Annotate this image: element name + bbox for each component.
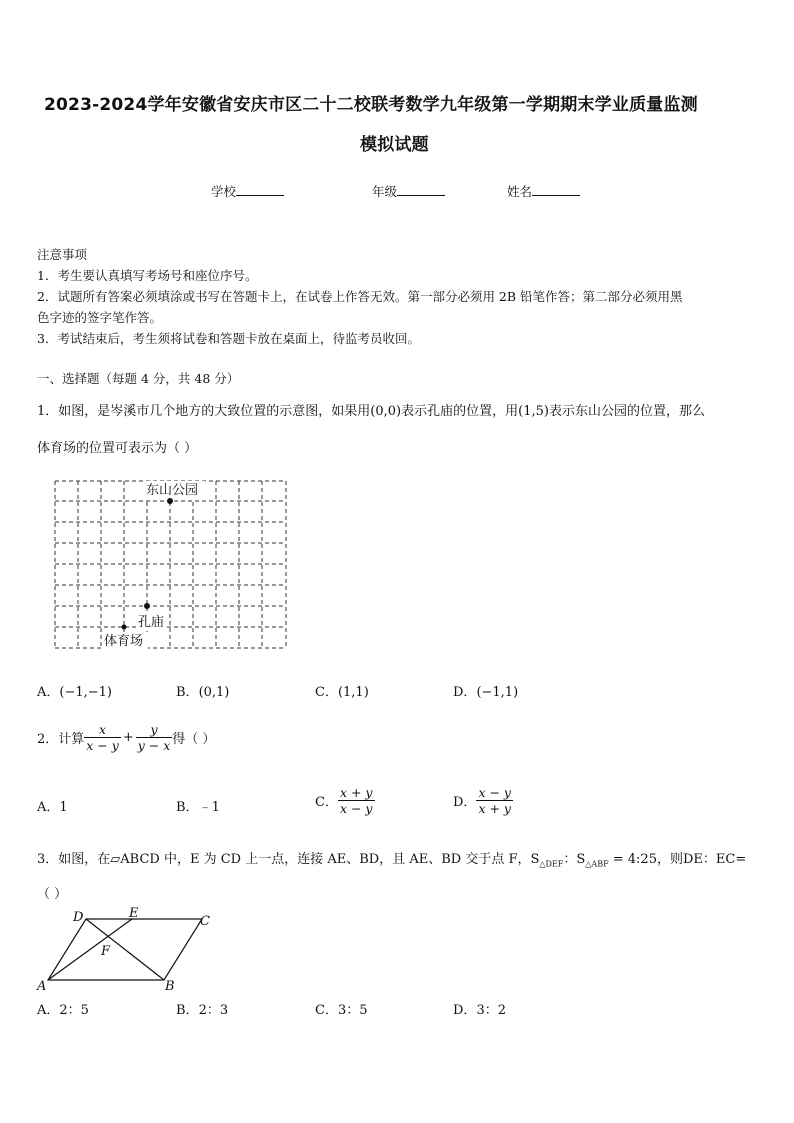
q1-text-b: 表示孔庙的位置，用 xyxy=(401,404,519,419)
option-value: 2：3 xyxy=(198,1003,229,1018)
q2-option-a[interactable] xyxy=(37,796,68,815)
park-point xyxy=(167,498,173,504)
option-fraction xyxy=(476,785,513,816)
fraction-denominator: y − x xyxy=(137,738,171,753)
q1-option-b[interactable] xyxy=(176,681,229,700)
option-fraction xyxy=(338,785,375,816)
option-letter: D． xyxy=(453,795,477,810)
option-value: (0,1) xyxy=(198,685,230,700)
question-1-line2: 体育场的位置可表示为（ ） xyxy=(37,441,198,456)
option-value: 1 xyxy=(59,800,68,815)
q3-ratio: = 4:25，则DE：EC= xyxy=(608,852,747,867)
fraction-numerator: x − y xyxy=(478,785,511,800)
q2-option-d[interactable] xyxy=(453,785,513,816)
fraction-denominator: x + y xyxy=(478,801,511,816)
q3-option-c[interactable] xyxy=(315,999,368,1018)
name-blank xyxy=(532,183,580,196)
name-field xyxy=(507,182,580,200)
option-letter: C． xyxy=(315,685,338,700)
option-value: (−1,1) xyxy=(476,685,519,700)
q1-text-c: 表示东山公园的位置，那么 xyxy=(548,404,705,419)
label-b: B xyxy=(165,979,175,994)
grade-label: 年级 xyxy=(372,184,398,199)
notice-item-1: 1．考生要认真填写考场号和座位序号。 xyxy=(37,268,258,283)
option-letter: D． xyxy=(453,685,477,700)
option-letter: C． xyxy=(315,1003,338,1018)
question-3-line2: （ ） xyxy=(37,887,68,902)
q1-option-c[interactable] xyxy=(315,681,369,700)
segment-bd xyxy=(86,919,164,980)
notice-item-2-cont: 色字迹的签字笔作答。 xyxy=(37,310,163,325)
option-value: 2：5 xyxy=(59,1003,89,1018)
option-value: (−1,−1) xyxy=(59,685,112,700)
school-label: 学校 xyxy=(211,184,237,199)
option-value: 3：2 xyxy=(476,1003,506,1018)
q2-fraction-2 xyxy=(136,722,173,753)
q3-sub-def: △DEF xyxy=(539,859,564,869)
notice-heading: 注意事项 xyxy=(37,247,88,262)
question-1-line1 xyxy=(37,400,705,419)
stadium-point xyxy=(122,625,127,630)
q2-prefix: 2．计算 xyxy=(37,732,85,747)
question-3-line1 xyxy=(37,848,746,869)
label-d: D xyxy=(73,910,84,925)
q3-sub-abf: △ABF xyxy=(585,859,609,869)
label-a: A xyxy=(37,979,47,994)
option-value: (1,1) xyxy=(337,685,369,700)
option-letter: D． xyxy=(453,1003,477,1018)
q1-coord-temple: (0,0) xyxy=(370,404,402,419)
school-field xyxy=(211,182,284,200)
q2-fraction-1 xyxy=(84,722,121,753)
q1-option-d[interactable] xyxy=(453,681,518,700)
grid-lines xyxy=(55,481,286,648)
q1-option-a[interactable] xyxy=(37,681,112,700)
page-title-line1: 2023-2024学年安徽省安庆市区二十二校联考数学九年级第一学期期末学业质量监测 xyxy=(44,95,698,115)
q3-option-b[interactable] xyxy=(176,999,228,1018)
temple-label: 孔庙 xyxy=(138,615,165,630)
q2-option-b[interactable] xyxy=(176,796,220,815)
fraction-numerator: x + y xyxy=(339,785,373,800)
grade-field xyxy=(372,182,445,200)
temple-point xyxy=(144,603,150,609)
notice-item-3: 3．考试结束后，考生须将试卷和答题卡放在桌面上，待监考员收回。 xyxy=(37,331,420,346)
option-letter: A． xyxy=(37,685,60,700)
q3-mid: ：S xyxy=(563,852,586,867)
segment-ae xyxy=(48,919,132,980)
q2-option-c[interactable] xyxy=(315,785,375,816)
q3-shape: ▱ABCD 中，E 为 CD 上一点，连接 AE、BD，且 AE、BD 交于点 F，S xyxy=(110,852,540,867)
q1-coord-park: (1,5) xyxy=(518,404,549,419)
q1-text-a: 1．如图，是岑溪市几个地方的大致位置的示意图，如果用 xyxy=(37,404,371,419)
label-f: F xyxy=(101,944,111,959)
question-2 xyxy=(37,722,215,753)
school-blank xyxy=(236,183,284,196)
option-letter: B． xyxy=(176,685,199,700)
label-e: E xyxy=(129,906,139,921)
option-letter: C． xyxy=(315,795,338,810)
name-label: 姓名 xyxy=(507,184,533,199)
page-title-line2: 模拟试题 xyxy=(360,135,429,155)
q3-option-d[interactable] xyxy=(453,999,506,1018)
q2-plus: + xyxy=(122,730,134,745)
fraction-numerator: y xyxy=(150,722,158,737)
q1-map-grid xyxy=(50,476,290,654)
notice-item-2: 2．试题所有答案必须填涂或书写在答题卡上，在试卷上作答无效。第一部分必须用 2B 铅笔作答；第二部分必须用黑 xyxy=(37,289,683,304)
grade-blank xyxy=(397,183,445,196)
option-letter: B． xyxy=(176,800,199,815)
option-value: 3：5 xyxy=(337,1003,368,1018)
q3-parallelogram-figure xyxy=(34,904,224,994)
label-c: C xyxy=(200,914,210,929)
option-letter: A． xyxy=(37,800,60,815)
q2-suffix: 得（ ） xyxy=(172,732,216,747)
option-letter: A． xyxy=(37,1003,60,1018)
section-heading: 一、选择题（每题 4 分，共 48 分） xyxy=(37,371,240,386)
q3-text: 3．如图，在 xyxy=(37,852,111,867)
option-value: ﹣1 xyxy=(198,800,220,815)
fraction-denominator: x − y xyxy=(86,738,119,753)
park-label: 东山公园 xyxy=(146,483,199,498)
q3-option-a[interactable] xyxy=(37,999,89,1018)
fraction-denominator: x − y xyxy=(339,801,373,816)
option-letter: B． xyxy=(176,1003,199,1018)
fraction-numerator: x xyxy=(99,722,107,737)
stadium-label: 体育场 xyxy=(104,634,144,649)
